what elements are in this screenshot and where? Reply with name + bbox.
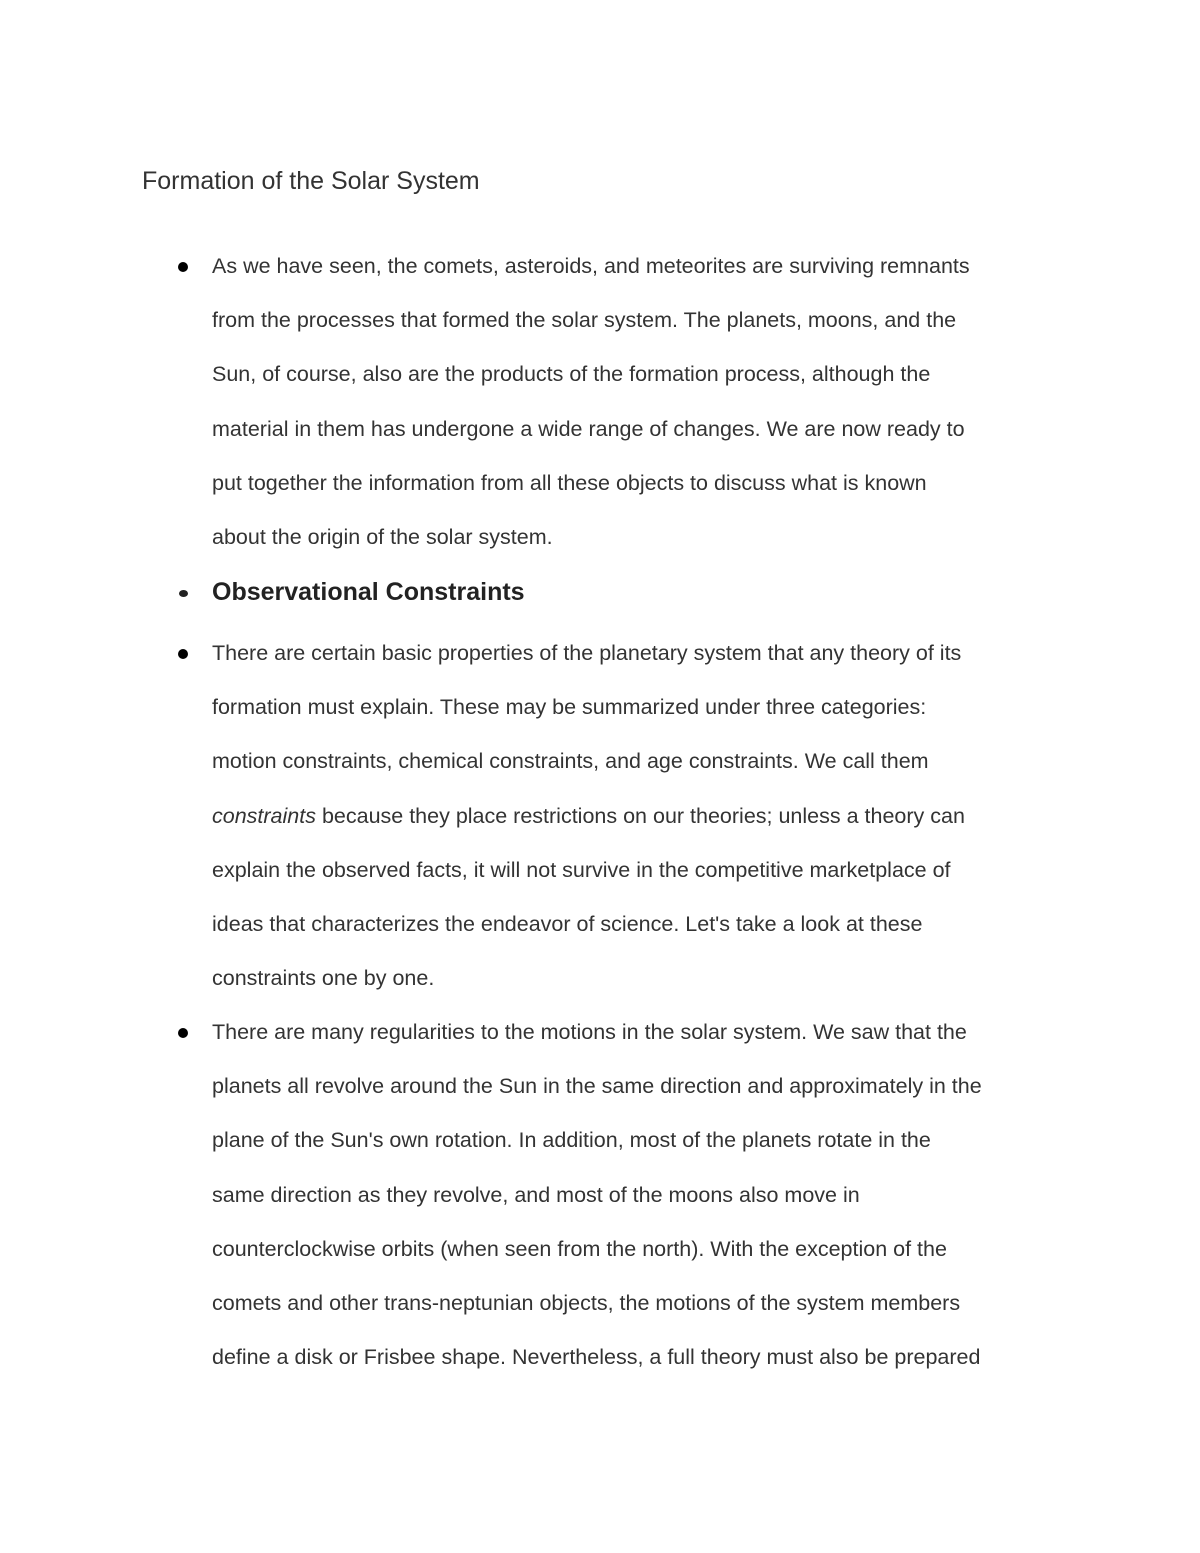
- text-line: comets and other trans-neptunian objects, the motions of the system members: [212, 1291, 961, 1316]
- text-fragment: because they place restrictions on our theories; unless a theory can: [315, 803, 965, 828]
- paragraph-text: [212, 239, 1072, 564]
- text-line: counterclockwise orbits (when seen from the north). With the exception of the: [212, 1236, 947, 1261]
- bullet-icon: [178, 262, 188, 272]
- text-line: put together the information from all these objects to discuss what is known: [212, 470, 927, 495]
- bullet-icon: [178, 649, 188, 659]
- text-line: material in them has undergone a wide range of changes. We are now ready to: [212, 416, 965, 441]
- paragraph-text: [212, 1005, 1072, 1384]
- text-line: Sun, of course, also are the products of the formation process, although the: [212, 362, 931, 387]
- text-line: same direction as they revolve, and most of the moons also move in: [212, 1182, 860, 1207]
- text-line: [212, 789, 1072, 843]
- text-line: There are certain basic properties of the planetary system that any theory of its: [212, 641, 962, 665]
- text-line: planets all revolve around the Sun in the same direction and approximately in the: [212, 1074, 982, 1099]
- text-line: define a disk or Frisbee shape. Nevertheless, a full theory must also be prepared: [212, 1345, 981, 1370]
- text-line: formation must explain. These may be summarized under three categories:: [212, 695, 927, 720]
- paragraph-text: [212, 626, 1072, 1005]
- text-line: As we have seen, the comets, asteroids, and meteorites are surviving remnants: [212, 254, 970, 278]
- document-title: Formation of the Solar System: [142, 167, 480, 195]
- italic-term: constraints: [212, 803, 316, 828]
- text-line: about the origin of the solar system.: [212, 525, 553, 550]
- text-line: explain the observed facts, it will not survive in the competitive marketplace of: [212, 857, 951, 882]
- text-line: plane of the Sun's own rotation. In addition, most of the planets rotate in the: [212, 1128, 931, 1153]
- text-line: constraints one by one.: [212, 966, 435, 991]
- bullet-icon: [178, 1028, 188, 1038]
- text-line: There are many regularities to the motions in the solar system. We saw that the: [212, 1020, 967, 1044]
- text-line: motion constraints, chemical constraints, and age constraints. We call them: [212, 749, 929, 774]
- section-heading: Observational Constraints: [212, 578, 525, 606]
- text-line: from the processes that formed the solar system. The planets, moons, and the: [212, 308, 957, 333]
- bullet-icon: [179, 590, 188, 597]
- text-line: ideas that characterizes the endeavor of science. Let's take a look at these: [212, 912, 923, 937]
